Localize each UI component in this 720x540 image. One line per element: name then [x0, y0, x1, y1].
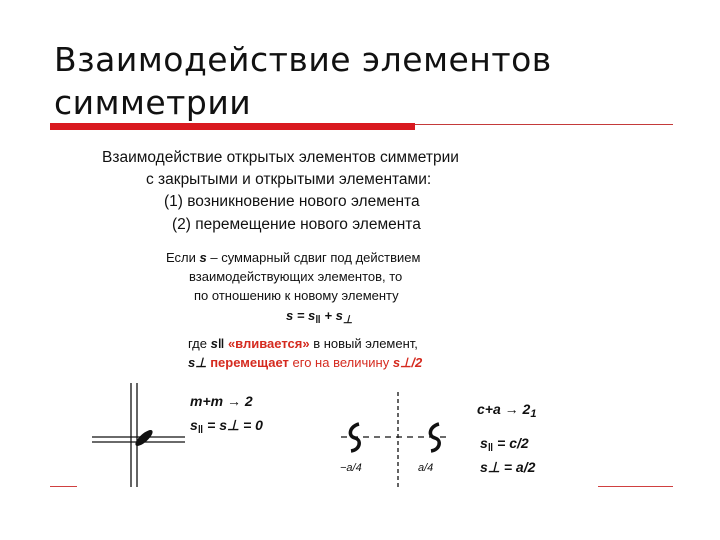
moves-s-perp: s⊥ — [188, 355, 207, 370]
example-right-s-par-sub: ‖ — [487, 442, 494, 454]
where-line — [188, 334, 418, 353]
example-left-s: s — [190, 417, 198, 433]
formula-main — [286, 306, 352, 330]
screw-axis-left-symbol — [350, 424, 359, 451]
title-underline-red — [50, 123, 415, 130]
shift-line-2: взаимодействующих элементов, то — [189, 269, 403, 284]
formula-main-middle: + s — [320, 308, 343, 323]
example-left-line-2 — [190, 416, 263, 440]
where-merges: «вливается» — [227, 336, 310, 351]
formula-main-left: s = s — [286, 308, 316, 323]
label-minus-a-quarter: −a/4 — [340, 462, 362, 474]
example-left-line-1: m+m → 2 — [190, 393, 253, 409]
moves-word: перемещает — [210, 355, 289, 370]
heading-line-1: Взаимодействие открытых элементов симметрии — [102, 149, 459, 166]
heading-line-4: (2) перемещение нового элемента — [172, 216, 421, 233]
screw-axis-diagram — [337, 390, 457, 490]
example-right-s-par-left: s — [480, 435, 488, 451]
slide-title-line-2: симметрии — [54, 83, 252, 122]
mirror-cross-diagram — [87, 380, 187, 495]
example-right-rule-sub: 1 — [530, 408, 537, 420]
shift-if-word: Если — [166, 250, 196, 265]
slide-title — [54, 38, 674, 124]
example-right-rule — [477, 400, 536, 424]
content-panel — [77, 140, 598, 525]
where-prefix: где — [188, 336, 207, 351]
bottom-rule-left — [50, 486, 80, 487]
shift-line-1 — [166, 248, 420, 267]
moves-line — [188, 353, 422, 372]
shift-s-symbol: s — [199, 250, 207, 265]
heading-line-3: (1) возникновение нового элемента — [164, 193, 420, 210]
formula-main-perp-sub: ⊥ — [342, 314, 353, 326]
slide-title-line-1: Взаимодействие элементов — [54, 40, 552, 79]
where-suffix: в новый элемент, — [313, 336, 418, 351]
example-left-rest: = s⊥ = 0 — [203, 417, 263, 433]
example-right-s-par — [480, 434, 529, 458]
formula-main-par-sub: ‖ — [315, 314, 321, 326]
label-a-quarter: a/4 — [418, 462, 434, 474]
example-left-par-sub: ‖ — [197, 424, 204, 436]
example-right-rule-left: c+a → 2 — [477, 401, 531, 417]
example-right-s-par-rest: = c/2 — [493, 435, 529, 451]
shift-description: – суммарный сдвиг под действием — [210, 250, 421, 265]
moves-middle: его на величину — [292, 355, 390, 370]
bottom-rule-right — [596, 486, 673, 487]
screw-axis-right-symbol — [430, 424, 439, 451]
moves-value: s⊥/2 — [392, 355, 423, 370]
shift-line-3: по отношению к новому элементу — [194, 288, 399, 303]
heading-line-2: с закрытыми и открытыми элементами: — [146, 171, 432, 188]
where-s-par: s‖ — [210, 336, 225, 351]
title-underline-thin — [415, 124, 673, 125]
example-right-s-perp: s⊥ = a/2 — [480, 459, 536, 475]
